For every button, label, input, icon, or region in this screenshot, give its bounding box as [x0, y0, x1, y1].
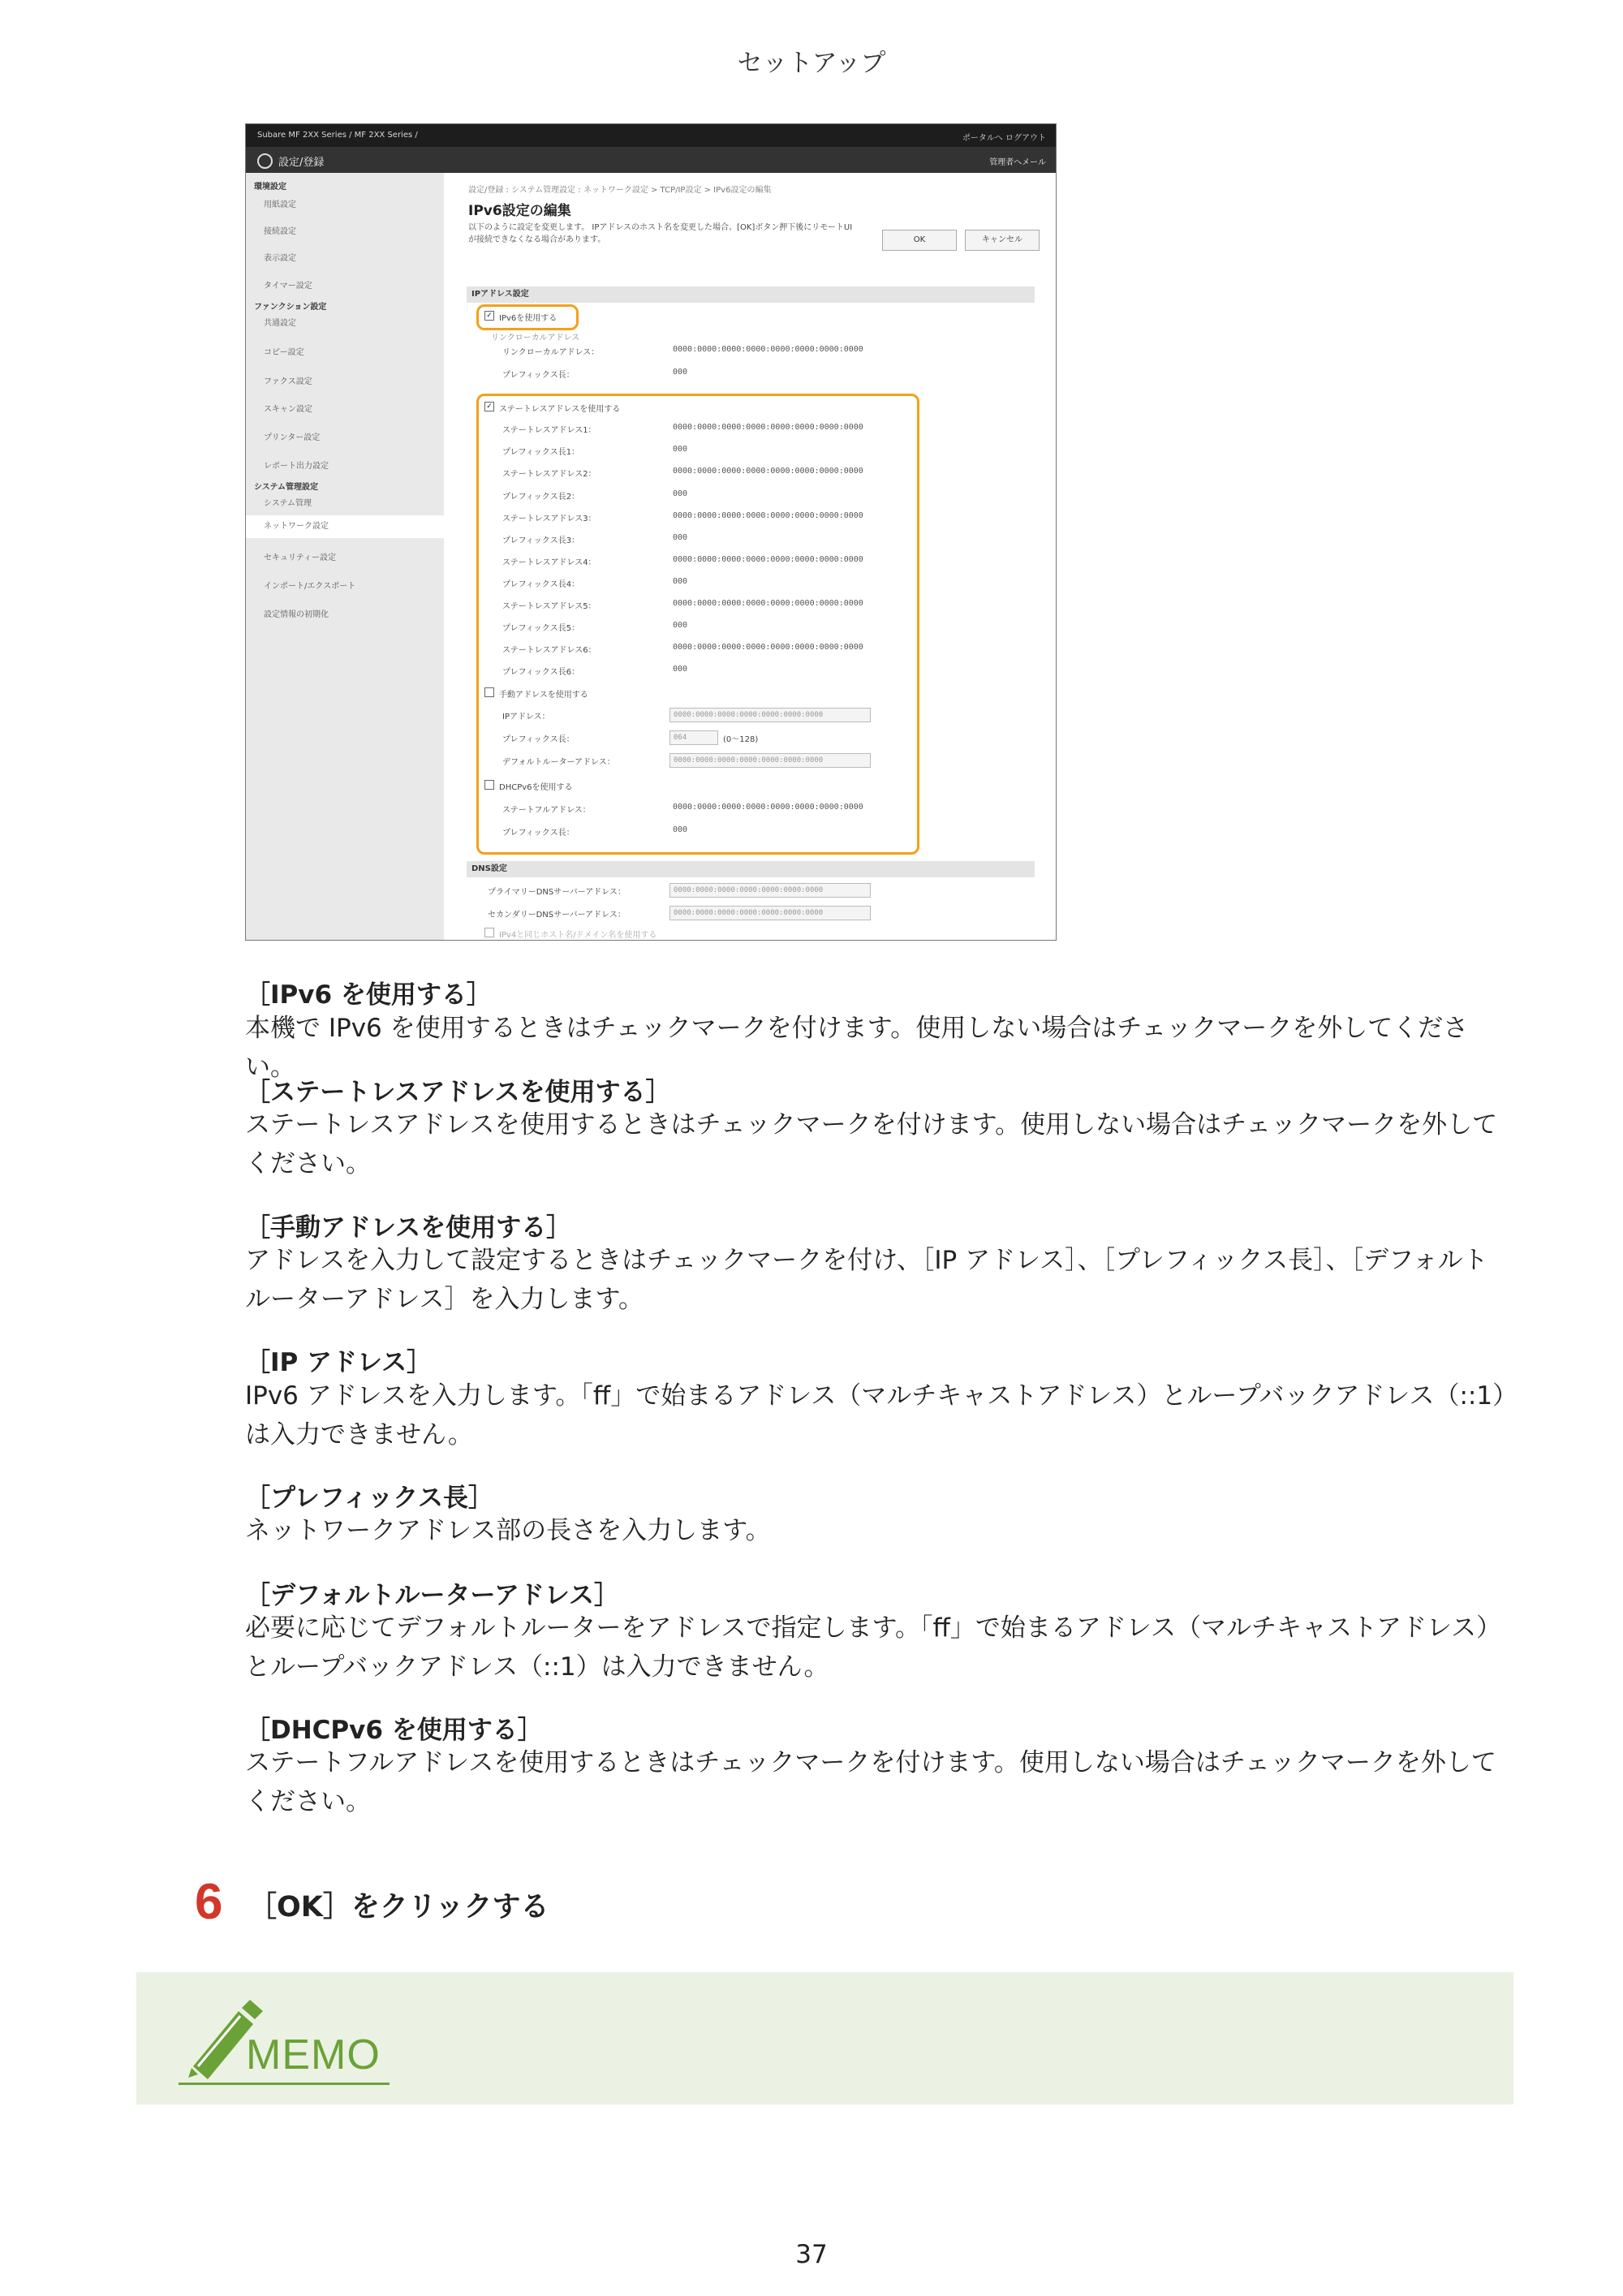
- stateless-prefix-value: 000: [673, 445, 688, 454]
- sidebar-group: システム管理設定: [254, 483, 318, 492]
- dns-primary-label: プライマリーDNSサーバーアドレス：: [488, 888, 626, 897]
- sidebar-item[interactable]: 設定情報の初期化: [264, 610, 329, 619]
- memo-underline: [179, 2083, 390, 2085]
- dns-section: DNS設定: [467, 861, 1035, 877]
- step-text: ［OK］をクリックする: [248, 1891, 549, 1923]
- use-manual-label: 手動アドレスを使用する: [499, 691, 588, 700]
- desc-default-router: 必要に応じてデフォルトルーターをアドレスで指定します。「ff」で始まるアドレス（マルチキャストアドレス）とループバックアドレス（::1）は入力できません。: [245, 1613, 1502, 1682]
- desc-use-ipv6: 本機で IPv6 を使用するときはチェックマークを付けます。使用しない場合はチェックマークを外してください。: [245, 1014, 1469, 1082]
- sidebar-item[interactable]: インポート/エクスポート: [264, 582, 356, 591]
- stateless-label: ステートレスアドレス4：: [502, 558, 596, 567]
- prefix-range-hint: (0～128): [723, 735, 759, 744]
- stateless-value: 0000:0000:0000:0000:0000:0000:0000:0000: [673, 467, 863, 476]
- sidebar-item[interactable]: 共通設定: [264, 319, 296, 328]
- stateless-prefix-value: 000: [673, 621, 688, 630]
- sidebar-item[interactable]: セキュリティー設定: [264, 554, 336, 562]
- link-local-label: リンクローカルアドレス：: [502, 348, 600, 357]
- term-default-router: ［デフォルトルーターアドレス］: [245, 1581, 619, 1610]
- sidebar-item[interactable]: 接続設定: [264, 227, 296, 236]
- sidebar-item[interactable]: 表示設定: [264, 254, 296, 263]
- stateless-prefix-label: プレフィックス長5：: [502, 624, 580, 633]
- sidebar-item[interactable]: プリンター設定: [264, 433, 321, 442]
- stateless-label: ステートレスアドレス6：: [502, 646, 596, 655]
- stateless-value: 0000:0000:0000:0000:0000:0000:0000:0000: [673, 643, 863, 652]
- prefix-value: 000: [673, 368, 688, 377]
- stateless-value: 0000:0000:0000:0000:0000:0000:0000:0000: [673, 599, 863, 608]
- stateless-label: ステートレスアドレス5：: [502, 602, 596, 611]
- use-dhcpv6-label: DHCPv6を使用する: [499, 783, 573, 792]
- stateless-value: 0000:0000:0000:0000:0000:0000:0000:0000: [673, 511, 863, 520]
- stateless-prefix-value: 000: [673, 533, 688, 542]
- page-number: 37: [795, 2240, 828, 2269]
- page-title: IPv6設定の編集: [468, 203, 571, 219]
- dns-same-label: IPv4と同じホスト名/ドメイン名を使用する: [499, 931, 657, 940]
- ip-address-label: IPアドレス：: [502, 713, 550, 722]
- sidebar-item[interactable]: 用紙設定: [264, 200, 296, 209]
- ip-address-input[interactable]: 0000:0000:0000:0000:0000:0000:0000: [669, 708, 871, 722]
- settings-main: [444, 173, 1056, 940]
- page-header-title: セットアップ: [737, 49, 886, 78]
- term-use-dhcpv6: ［DHCPv6 を使用する］: [245, 1716, 543, 1745]
- use-ipv6-label: IPv6を使用する: [499, 314, 558, 323]
- use-ipv6-checkbox[interactable]: ✓: [484, 311, 494, 321]
- stateless-prefix-label: プレフィックス長1：: [502, 448, 580, 457]
- sidebar: [246, 173, 445, 940]
- stateless-value: 0000:0000:0000:0000:0000:0000:0000:0000: [673, 423, 863, 432]
- memo-label: MEMO: [246, 2031, 381, 2078]
- title-bar: [246, 147, 1056, 173]
- stateful-prefix-label: プレフィックス長：: [502, 829, 575, 838]
- sidebar-item-network[interactable]: ネットワーク設定: [246, 515, 444, 538]
- settings-icon: [257, 153, 273, 169]
- stateless-prefix-label: プレフィックス長2：: [502, 493, 580, 502]
- desc-prefix-length: ネットワークアドレス部の長さを入力します。: [245, 1516, 771, 1545]
- memo-box: [136, 1972, 1513, 2104]
- sidebar-item[interactable]: ファクス設定: [264, 377, 312, 386]
- term-use-stateless: ［ステートレスアドレスを使用する］: [245, 1078, 671, 1107]
- default-router-input[interactable]: 0000:0000:0000:0000:0000:0000:0000: [669, 753, 871, 768]
- breadcrumb: 設定/登録 : システム管理設定 : ネットワーク設定 > TCP/IP設定 > IPv6設定の編集: [468, 186, 772, 195]
- stateless-prefix-label: プレフィックス長3：: [502, 536, 580, 545]
- dns-primary-input[interactable]: 0000:0000:0000:0000:0000:0000:0000: [669, 883, 871, 898]
- stateless-prefix-label: プレフィックス長6：: [502, 668, 580, 677]
- dns-same-checkbox[interactable]: [484, 928, 494, 937]
- default-router-label: デフォルトルーターアドレス：: [502, 758, 615, 767]
- desc-use-stateless: ステートレスアドレスを使用するときはチェックマークを付けます。使用しない場合はチェックマークを外してください。: [245, 1110, 1498, 1178]
- stateful-prefix-value: 000: [673, 825, 688, 834]
- desc-use-manual: アドレスを入力して設定するときはチェックマークを付け、［IP アドレス］、［プレフィックス長］、［デフォルトルーターアドレス］を入力します。: [245, 1246, 1488, 1314]
- stateful-label: ステートフルアドレス：: [502, 806, 591, 815]
- prefix-length-label: プレフィックス長：: [502, 735, 575, 744]
- sidebar-item[interactable]: レポート出力設定: [264, 462, 329, 471]
- sidebar-item[interactable]: タイマー設定: [264, 282, 312, 291]
- cancel-button[interactable]: キャンセル: [965, 230, 1040, 251]
- ip-address-section: IPアドレス設定: [467, 286, 1035, 303]
- sidebar-item[interactable]: コピー設定: [264, 348, 304, 357]
- stateless-label: ステートレスアドレス2：: [502, 470, 596, 479]
- device-breadcrumb: Subare MF 2XX Series / MF 2XX Series /: [257, 131, 418, 140]
- dns-secondary-input[interactable]: 0000:0000:0000:0000:0000:0000:0000: [669, 906, 871, 920]
- stateless-prefix-value: 000: [673, 489, 688, 498]
- mail-admin-link[interactable]: 管理者へメール: [989, 158, 1046, 167]
- desc-use-dhcpv6: ステートフルアドレスを使用するときはチェックマークを付けます。使用しない場合はチェックマークを外してください。: [245, 1748, 1496, 1816]
- stateless-prefix-label: プレフィックス長4：: [502, 580, 580, 589]
- use-stateless-checkbox[interactable]: ✓: [484, 402, 494, 411]
- stateless-prefix-value: 000: [673, 665, 688, 674]
- ok-button[interactable]: OK: [882, 230, 957, 251]
- step-number: 6: [195, 1874, 223, 1930]
- term-use-ipv6: ［IPv6 を使用する］: [245, 980, 492, 1010]
- top-bar: [246, 124, 1056, 147]
- sidebar-item[interactable]: システム管理: [264, 499, 312, 508]
- settings-title: 設定/登録: [278, 157, 325, 169]
- portal-logout-links[interactable]: ポータルへ ログアウト: [962, 134, 1046, 143]
- term-prefix-length: ［プレフィックス長］: [245, 1484, 493, 1513]
- sidebar-item[interactable]: スキャン設定: [264, 405, 312, 414]
- stateless-label: ステートレスアドレス3：: [502, 515, 596, 523]
- stateless-value: 0000:0000:0000:0000:0000:0000:0000:0000: [673, 555, 863, 564]
- page-description: 以下のように設定を変更します。 IPアドレスのホスト名を変更した場合、[OK]ボタン押下後にリモートUIが接続できなくなる場合があります。: [468, 223, 853, 244]
- highlight-ipv6: [476, 304, 579, 330]
- use-dhcpv6-checkbox[interactable]: [484, 780, 494, 790]
- use-manual-checkbox[interactable]: [484, 687, 494, 697]
- sidebar-group: ファンクション設定: [254, 303, 327, 312]
- link-local-heading: リンクローカルアドレス: [491, 334, 580, 342]
- term-use-manual: ［手動アドレスを使用する］: [245, 1213, 572, 1243]
- settings-screenshot: [245, 123, 1057, 941]
- stateless-prefix-value: 000: [673, 577, 688, 586]
- stateless-label: ステートレスアドレス1：: [502, 426, 596, 435]
- stateful-value: 0000:0000:0000:0000:0000:0000:0000:0000: [673, 803, 863, 812]
- link-local-value: 0000:0000:0000:0000:0000:0000:0000:0000: [673, 345, 863, 354]
- prefix-length-input[interactable]: 064: [669, 730, 718, 745]
- sidebar-group: 環境設定: [254, 183, 286, 192]
- dns-secondary-label: セカンダリーDNSサーバーアドレス：: [488, 911, 626, 920]
- desc-ip-address: IPv6 アドレスを入力します。「ff」で始まるアドレス（マルチキャストアドレス）とループバックアドレス（::1）は入力できません。: [245, 1381, 1505, 1450]
- prefix-label: プレフィックス長：: [502, 371, 575, 380]
- use-stateless-label: ステートレスアドレスを使用する: [499, 405, 621, 414]
- term-ip-address: ［IP アドレス］: [245, 1348, 433, 1377]
